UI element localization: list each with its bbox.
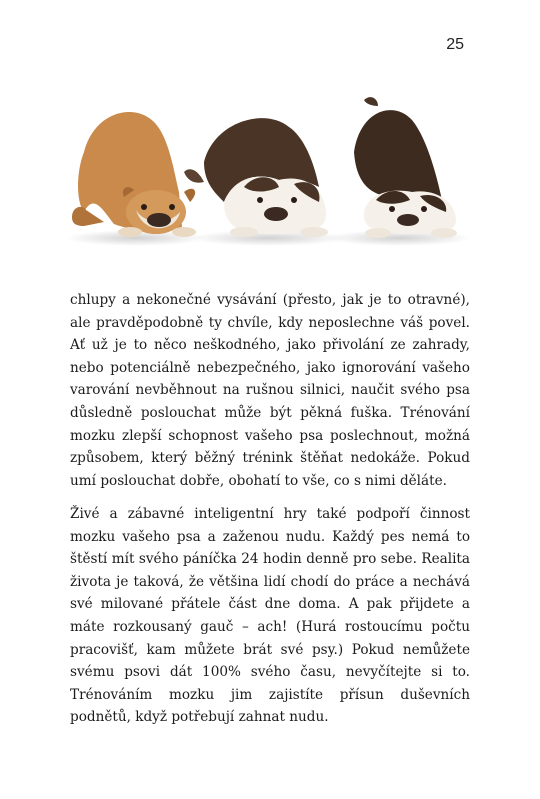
page-number: 25 xyxy=(446,36,464,53)
paragraph-text: Živé a zábavné inteligentní hry také podpoří činnost mozku vašeho psa a zaženou nudu. Každý pes nemá to štěstí mít svého páníčka 24 hodin denně pro sebe. Realita života je taková, že většina lidí chodí do práce a nechává své milované přátele část dne doma. A pak přijdete a máte rozkousaný gauč – ach! (Hurá rostoucímu počtu pracovišť, kam můžete brát své psy.) Pokud nemůžete svému psovi dát 100% svého času, nevyčítejte si to. Trénováním mozku jim zajistíte přísun duševních podnětů, když potřebují zahnat nudu. xyxy=(70,506,470,726)
bulldog-brindle-right xyxy=(327,97,471,246)
body-paragraph-1 xyxy=(70,289,470,492)
paragraph-text: chlupy a nekonečné vysávání (přesto, jak je to otravné), ale pravděpodobně ty chvíle, kdy neposlechne váš povel. Ať už je to něco neškodného, jako přivolání ze zahrady, nebo potenciálně nebezpečného, jako ignorování vašeho varování nevběhnout na rušnou silnici, naučit svého psa důsledně poslouchat může být pěkná fuška. Trénování mozku zlepší schopnost vašeho psa poslechnout, možná způsobem, který běžný trénink štěňat nedokáže. Pokud umí poslouchat dobře, obohatí to vše, co s nimi děláte. xyxy=(70,292,470,489)
bulldog-fawn xyxy=(66,112,206,246)
bulldogs-photo xyxy=(64,92,476,252)
bulldog-brindle-center xyxy=(184,118,347,246)
body-paragraph-2 xyxy=(70,503,470,729)
